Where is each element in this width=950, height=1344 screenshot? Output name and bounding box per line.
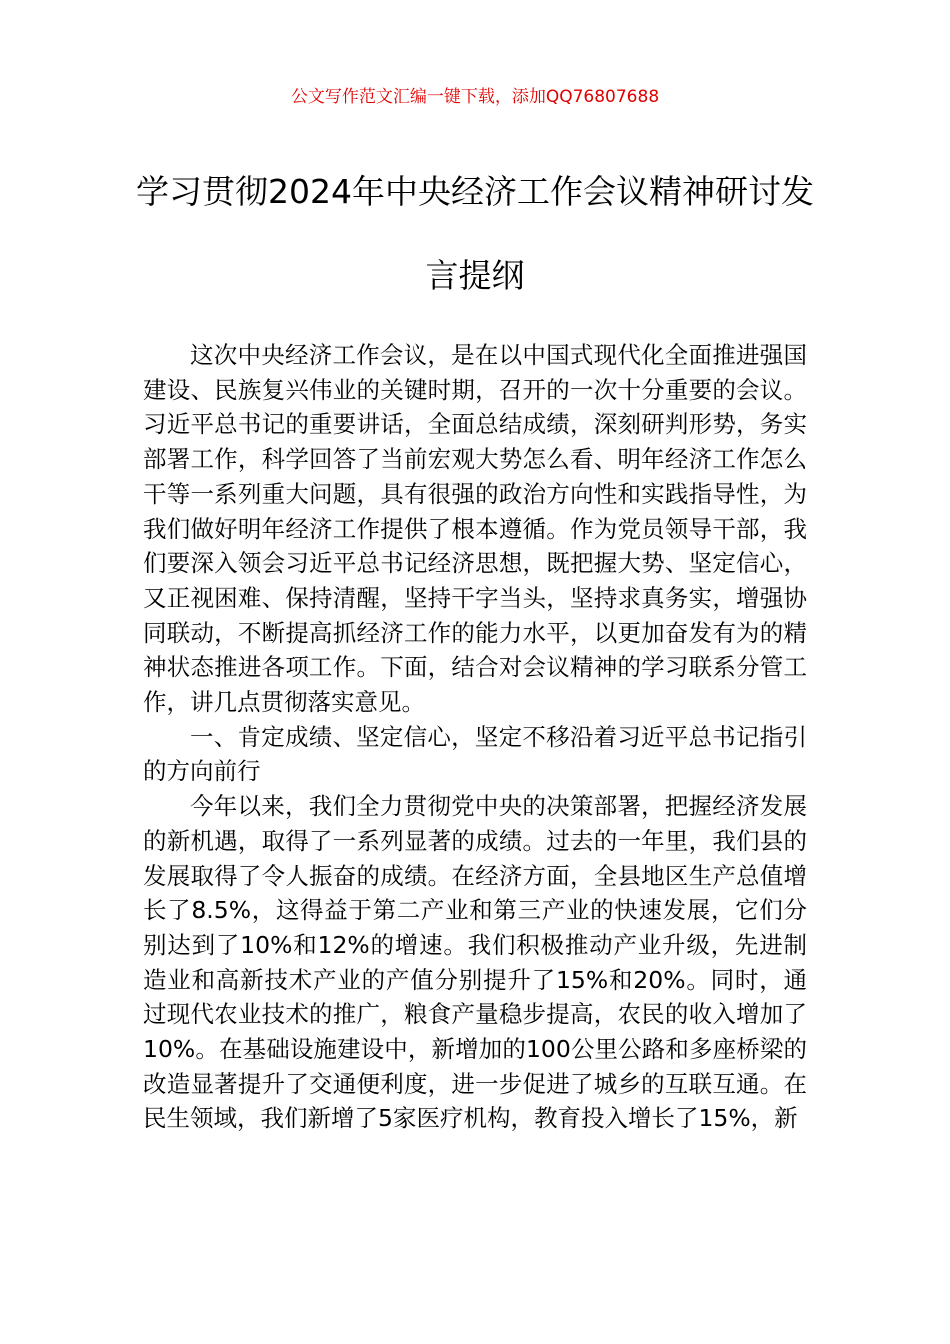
document-body bbox=[143, 338, 807, 1136]
download-notice: 公文写作范文汇编一键下载，添加QQ76807688 bbox=[290, 87, 660, 107]
body-paragraph: 今年以来，我们全力贯彻党中央的决策部署，把握经济发展的新机遇，取得了一系列显著的成绩。过去的一年里，我们县的发展取得了令人振奋的成绩。在经济方面，全县地区生产总值增长了8.5%，这得益于第二产业和第三产业的快速发展，它们分别达到了10%和12%的增速。我们积极推动产业升级，先进制造业和高新技术产业的产值分别提升了15%和20%。同时，通过现代农业技术的推广，粮食产量稳步提高，农民的收入增加了10%。在基础设施建设中，新增加的100公里公路和多座桥梁的改造显著提升了交通便利度，进一步促进了城乡的互联互通。在民生领域，我们新增了5家医疗机构，教育投入增长了15%，新 bbox=[143, 792, 807, 1133]
intro-paragraph: 这次中央经济工作会议，是在以中国式现代化全面推进强国建设、民族复兴伟业的关键时期，召开的一次十分重要的会议。习近平总书记的重要讲话，全面总结成绩，深刻研判形势，务实部署工作，科学回答了当前宏观大势怎么看、明年经济工作怎么干等一系列重大问题，具有很强的政治方向性和实践指导性，为我们做好明年经济工作提供了根本遵循。作为党员领导干部，我们要深入领会习近平总书记经济思想，既把握大势、坚定信心，又正视困难、保持清醒，坚持干字当头，坚持求真务实，增强协同联动，不断提高抓经济工作的能力水平，以更加奋发有为的精神状态推进各项工作。下面，结合对会议精神的学习联系分管工作，讲几点贯彻落实意见。 bbox=[143, 341, 807, 717]
section-heading-1: 一、肯定成绩、坚定信心，坚定不移沿着习近平总书记指引的方向前行 bbox=[143, 722, 807, 786]
document-title: 学习贯彻2024年中央经济工作会议精神研讨发言提纲 bbox=[136, 172, 814, 295]
